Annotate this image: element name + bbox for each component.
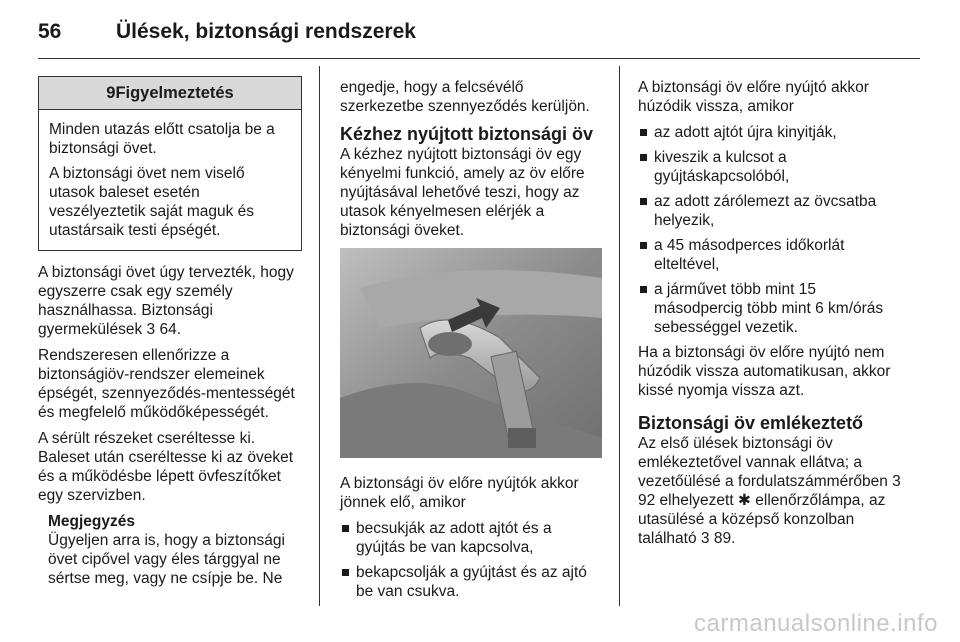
warning-text: Minden utazás előtt csatolja be a biztonsági övet. [49, 121, 275, 157]
warning-icon: 9 [106, 84, 116, 102]
seatbelt-presenter-photo [340, 248, 602, 458]
paragraph: A biztonsági öv előre nyújtók akkor jönnek elő, amikor [340, 475, 579, 511]
header-divider [38, 58, 920, 59]
column-3 [638, 78, 904, 555]
warning-body [39, 110, 301, 250]
note-text: Ügyeljen arra is, hogy a biztonsági övet cipővel vagy éles tárggyal ne sértse meg, vagy ne csípje be. Ne [48, 532, 285, 587]
list-item: az adott zárólemezt az övcsatba helyezik, [638, 192, 904, 230]
list-item: az adott ajtót újra kinyitják, [638, 123, 904, 142]
paragraph: engedje, hogy a felcsévélő szerkezetbe szennyeződés kerüljön. [340, 79, 590, 115]
warning-header [39, 77, 301, 110]
paragraph: A sérült részeket cseréltesse ki. Baleset után cseréltesse ki az öveket és a működésbe lépett övfeszítőket egy szervizben. [38, 430, 294, 504]
watermark: carmanualsonline.info [694, 610, 938, 637]
warning-title: Figyelmeztetés [115, 84, 234, 102]
paragraph: A kézhez nyújtott biztonsági öv egy kényelmi funkció, amely az öv előre nyújtásával lehetővé teszi, hogy az utasok kényelmesen elérjék a biztonsági öveket. [340, 146, 585, 239]
list-item: a járművet több mint 15 másodpercig több mint 6 km/órás sebességgel vezetik. [638, 280, 904, 337]
column-divider [619, 66, 620, 606]
paragraph: A biztonsági öv előre nyújtó akkor húzódik vissza, amikor [638, 79, 869, 115]
warning-box [38, 76, 302, 251]
column-2 [340, 78, 604, 607]
warning-text: A biztonsági övet nem viselő utasok baleset esetén veszélyeztetik saját maguk és utastársaik testi épségét. [49, 165, 255, 239]
page-number: 56 [38, 20, 62, 43]
list-item: kiveszik a kulcsot a gyújtáskapcsolóból, [638, 148, 904, 186]
list-item: becsukják az adott ajtót és a gyújtás be van kapcsolva, [340, 519, 604, 557]
bullet-list [340, 519, 604, 601]
bullet-list [638, 123, 904, 337]
paragraph: Az első ülések biztonsági öv emlékeztetővel vannak ellátva; a vezetőülésé a fordulatszámmérőben 3 92 elhelyezett ✱ ellenőrzőlámpa, az utasülésé a középső konzolban található 3 89. [638, 435, 901, 547]
page-title: Ülések, biztonsági rendszerek [116, 20, 416, 43]
page-header [38, 20, 416, 44]
list-item: bekapcsolják a gyújtást és az ajtó be van csukva. [340, 563, 604, 601]
paragraph: A biztonsági övet úgy tervezték, hogy egyszerre csak egy személy használhassa. Biztonsági gyermekülések 3 64. [38, 264, 294, 338]
note-block [38, 512, 302, 588]
note-title: Megjegyzés [48, 513, 136, 530]
section-heading: Kézhez nyújtott biztonsági öv [340, 124, 594, 144]
column-divider [319, 66, 320, 606]
column-1 [38, 68, 302, 588]
paragraph: Rendszeresen ellenőrizze a biztonságiöv-rendszer elemeinek épségét, szennyeződés-mentességét és megfelelő működőképességét. [38, 347, 295, 421]
section-heading: Biztonsági öv emlékeztető [638, 413, 864, 433]
list-item: a 45 másodperces időkorlát elteltével, [638, 236, 904, 274]
paragraph: Ha a biztonsági öv előre nyújtó nem húzódik vissza automatikusan, akkor kissé nyomja vissza azt. [638, 344, 891, 399]
